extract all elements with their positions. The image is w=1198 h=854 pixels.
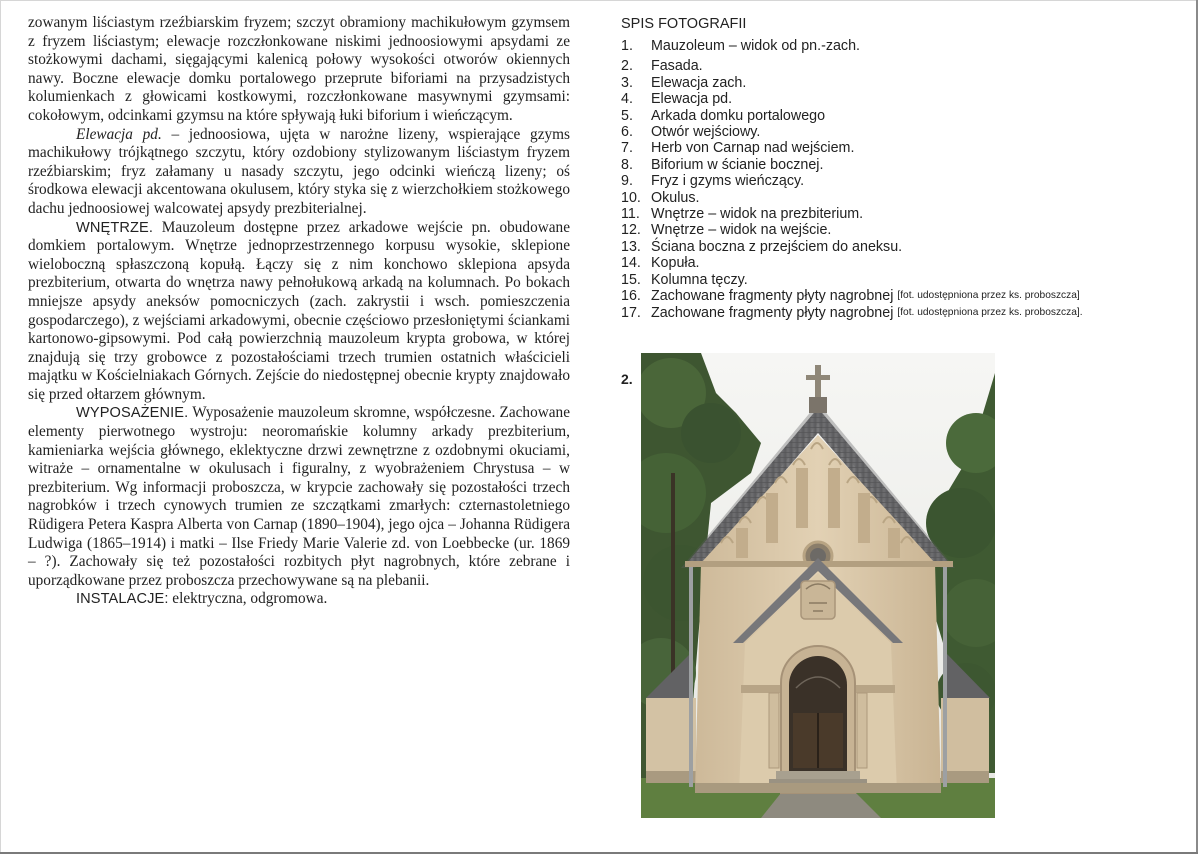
paragraph-continuation: zowanym liściastym rzeźbiarskim fryzem; szczyt obramiony machikułowym gzymsem z fryzem liściastym; elewacje rozczłonkowane niskimi jednoosiowymi apsydami ze stożkowymi dachami, sięgającymi kalenicą połowy wysokości otworów okiennych nawy. Boczne elewacje domku portalowego przeprute biforiami na przysadzistych kolumienkach z głowicami kostkowymi, rozczłonkowane masywnymi gzymsami: cokołowym, odcinkami gzymsu na które spływają łuki biforium i wieńczącym. xyxy=(28,14,570,124)
item-text: Elewacja pd. xyxy=(651,91,733,108)
item-text: Kolumna tęczy. xyxy=(651,271,748,288)
item-number: 1. xyxy=(621,38,633,54)
drainpipe-right xyxy=(943,567,947,787)
photo-list-item xyxy=(621,108,1181,124)
photo-list-item xyxy=(621,140,1181,156)
item-number: 8. xyxy=(621,156,633,173)
photo-list-item xyxy=(621,75,1181,91)
photo-list-item xyxy=(621,124,1181,140)
photo-list-item xyxy=(621,272,1181,288)
item-text: Fryz i gzyms wieńczący. xyxy=(651,173,805,190)
installations-heading: INSTALACJE: xyxy=(76,591,169,608)
item-number: 15. xyxy=(621,271,641,288)
photo-list-item xyxy=(621,173,1181,189)
paragraph-installations xyxy=(28,590,570,609)
furnishings-heading: WYPOSAŻENIE. xyxy=(76,405,189,422)
interior-text: Mauzoleum dostępne przez arkadowe wejście pn. obudowane domkiem portalowym. Wnętrze jednoprzestrzennego korpusu wysokie, sklepione wieloboczną spłaszczoną kopułą. Łączy się z nim konchowo sklepiona apsyda prezbiterium, otwarta do wnętrza nawy pełnołukową arkadą na kolumnach. Po bokach mniejsze apsydy aneksów pomocniczych (zach. zakrystii i wsch. pomieszczenia gospodarczego), z wejściami arkadowymi, obecnie częściowo przesłoniętymi ściankami kartonowo-gipsowymi. Pod całą powierzchnią mauzoleum krypta grobowa, w której znajdują się trzy grobowce z pozostałościami trzech trumien ostatnich właścicieli majątku w Kościelniakach Górnych. Zejście do niedostępnej obecnie krypty znajdowało się przed ołtarzem głównym. xyxy=(28,218,570,403)
photo-list-title: SPIS FOTOGRAFII xyxy=(621,16,747,32)
photo-list-item xyxy=(621,91,1181,107)
plinth xyxy=(695,783,941,793)
paragraph-furnishings xyxy=(28,404,570,590)
item-credit-note: [fot. udostępniona przez ks. proboszcza]. xyxy=(897,306,1083,318)
item-text: Fasada. xyxy=(651,58,703,75)
item-number: 3. xyxy=(621,74,633,91)
item-number: 17. xyxy=(621,304,641,321)
mausoleum-facade-photo xyxy=(641,353,995,818)
item-number: 12. xyxy=(621,222,641,239)
photo-list-item xyxy=(621,305,1181,321)
item-text: Elewacja zach. xyxy=(651,74,747,91)
coat-of-arms xyxy=(801,581,835,619)
photo-list-item xyxy=(621,239,1181,255)
item-text: Arkada domku portalowego xyxy=(651,107,826,124)
item-text: Zachowane fragmenty płyty nagrobnej xyxy=(651,288,894,305)
photo-list-item xyxy=(621,288,1181,304)
photo-list-item xyxy=(621,190,1181,206)
item-number: 4. xyxy=(621,91,633,108)
item-text: Zachowane fragmenty płyty nagrobnej xyxy=(651,304,894,321)
photo-list-item xyxy=(621,255,1181,271)
interior-heading: WNĘTRZE. xyxy=(76,219,154,236)
south-elevation-label: Elewacja pd. xyxy=(76,125,162,143)
photo-list-item xyxy=(621,58,1181,74)
description-column xyxy=(28,14,570,609)
item-text: Herb von Carnap nad wejściem. xyxy=(651,140,855,157)
paragraph-south-elevation xyxy=(28,126,570,219)
item-number: 6. xyxy=(621,124,633,141)
furnishings-text: Wyposażenie mauzoleum skromne, współczesne. Zachowane elementy pierwotnego wystroju: neoromańskie kolumny arkady prezbiterium, kamieniarka wejścia głównego, eklektyczne drzwi zewnętrzne z ozdobnymi okuciami, witraże – ornamentalne w okulusach i figuralny, z wyobrażeniem Chrystusa – w prezbiterium. Wg informacji proboszcza, w krypcie zachowały się pozostałości trzech nagrobków i trzech cynowych trumien ze szczątkami zmarłych: czternastoletniego Rüdigera Petera Kaspra Alberta von Carnap (1890–1904), jego ojca – Johanna Rüdigera Ludwiga (1865–1914) i matki – Ilse Friedy Marie Valerie zd. von Loebbecke (ur. 1869 – ?). Zachowały się też pozostałości rozbitych płyt nagrobnych, które zebrane i uporządkowane przez proboszcza przechowywane są na plebanii. xyxy=(28,404,570,589)
item-text: Wnętrze – widok na prezbiterium. xyxy=(651,206,864,223)
item-text: Otwór wejściowy. xyxy=(651,124,761,141)
item-text: Okulus. xyxy=(651,189,700,206)
photo-list-item xyxy=(621,222,1181,238)
paragraph-interior xyxy=(28,219,570,405)
item-text: Wnętrze – widok na wejście. xyxy=(651,222,832,239)
photo-list-item xyxy=(621,206,1181,222)
photo-list-item xyxy=(621,38,1181,54)
item-number: 5. xyxy=(621,107,633,124)
item-number: 10. xyxy=(621,189,641,206)
item-text: Mauzoleum – widok od pn.-zach. xyxy=(651,38,861,54)
item-number: 11. xyxy=(621,206,640,223)
photo-number-label: 2. xyxy=(621,371,633,387)
item-text: Kopuła. xyxy=(651,255,700,272)
item-number: 7. xyxy=(621,140,633,157)
item-text: Biforium w ścianie bocznej. xyxy=(651,156,824,173)
item-credit-note: [fot. udostępniona przez ks. proboszcza] xyxy=(897,290,1080,302)
item-number: 9. xyxy=(621,173,633,190)
photo-list xyxy=(621,38,1181,321)
installations-text: elektryczna, odgromowa. xyxy=(168,590,328,608)
south-elevation-text: – jednoosiowa, ujęta w narożne lizeny, wspierające gzyms machikułowy trójkątnego szczytu, który ozdobiony stylizowanym liściastym fryzem rzeźbiarskim; fryz załamany u nasady szczytu, jego odcinki wieńczą lizeny; oś środkowa elewacji akcentowana okulusem, który styka się z wierzchołkiem stożkowego dachu jednoosiowej walcowatej apsydy prezbiterialnej. xyxy=(28,125,570,217)
photo-list-item xyxy=(621,157,1181,173)
item-number: 2. xyxy=(621,58,633,75)
drainpipe-left xyxy=(689,567,693,787)
item-number: 14. xyxy=(621,255,641,272)
item-number: 16. xyxy=(621,288,641,305)
item-number: 13. xyxy=(621,238,641,255)
item-text: Ściana boczna z przejściem do aneksu. xyxy=(651,238,903,255)
